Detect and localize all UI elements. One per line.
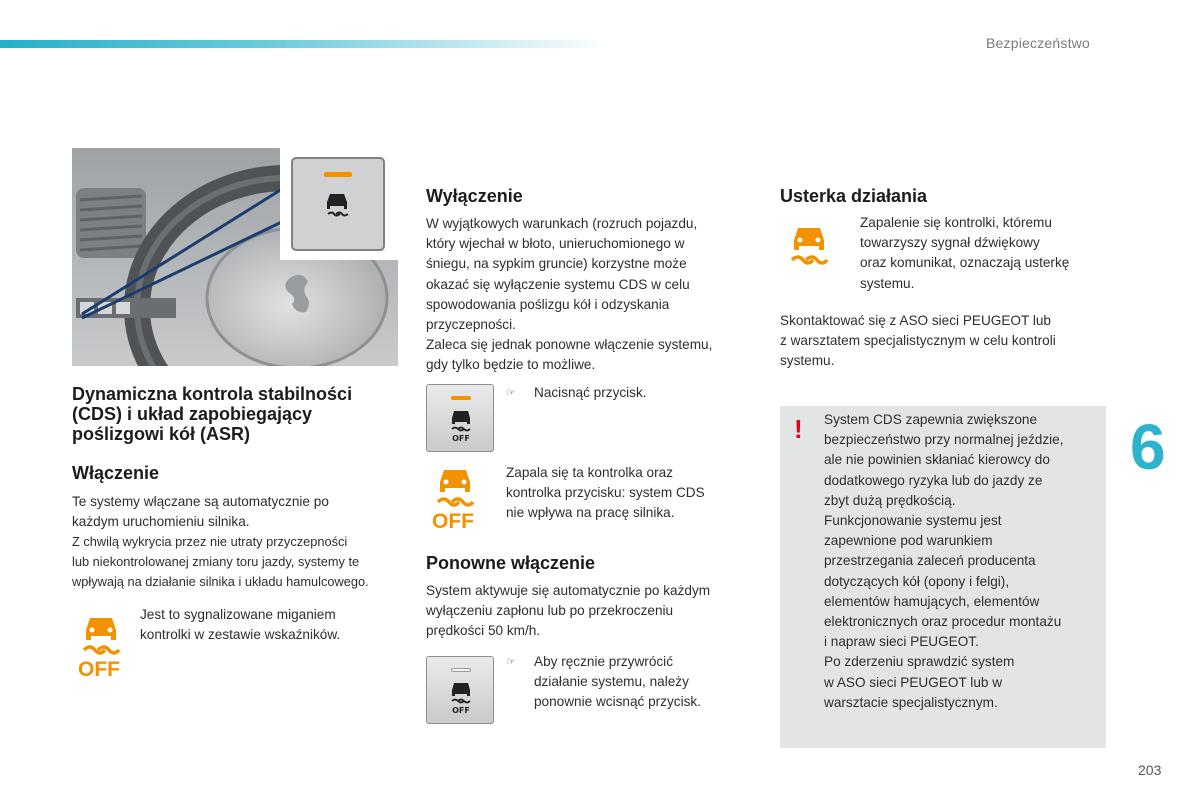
text-line: wyłączeniu zapłonu lub po przekroczeniu — [426, 603, 674, 619]
cds-button-unlit-icon — [426, 656, 494, 724]
text-line: Zapala się ta kontrolka oraz — [506, 465, 673, 480]
cds-fault-warning-icon — [786, 222, 832, 268]
text-line: i napraw sieci PEUGEOT. — [824, 634, 979, 650]
cds-off-warning-icon — [432, 464, 478, 534]
wylaczenie-step — [506, 383, 766, 403]
header-accent-bar — [0, 40, 610, 48]
ponowne-step — [506, 652, 766, 714]
text-line: dodatkowego ryzyka lub do jazdy ze — [824, 472, 1043, 488]
text-line: System aktywuje się automatycznie po każdym — [426, 583, 711, 598]
off-label: OFF — [78, 658, 120, 681]
text-line: systemu. — [860, 275, 915, 291]
cds-off-warning-icon — [78, 612, 124, 682]
ponowne-title: Ponowne włączenie — [426, 553, 596, 573]
text-line: systemu. — [780, 353, 835, 369]
main-heading: Dynamiczna kontrola stabilności (CDS) i układ zapobiegający poślizgowi kół (ASR) — [72, 384, 353, 444]
warning-text — [824, 410, 1100, 713]
hand-pointer-icon: ☞ — [506, 656, 516, 668]
text-line: dotyczących kół (opony i felgi), — [824, 573, 1010, 589]
section-title: Bezpieczeństwo — [986, 35, 1090, 51]
usterka-title: Usterka działania — [780, 186, 928, 206]
text-line: Po zderzeniu sprawdzić system — [824, 654, 1015, 670]
text-line: każdym uruchomieniu silnika. — [72, 514, 250, 530]
text-line: przestrzegania zaleceń producenta — [824, 553, 1036, 569]
text-line: kontrolki w zestawie wskaźników. — [140, 627, 341, 643]
text-line: W wyjątkowych warunkach (rozruch pojazdu, — [426, 216, 698, 231]
wlaczenie-title: Włączenie — [72, 463, 160, 483]
text-line: elementów hamujących, elementów — [824, 593, 1040, 609]
off-label: OFF — [432, 510, 474, 533]
text-line: oraz komunikat, oznaczają usterkę — [860, 255, 1070, 271]
step-text — [534, 652, 701, 712]
wylaczenie-paragraph — [426, 214, 766, 376]
text-line: zapewnione pod warunkiem — [824, 533, 993, 549]
text-line: System CDS zapewnia zwiększone — [824, 412, 1038, 427]
usterka-paragraph — [780, 311, 1110, 372]
usterka-indicator-text — [860, 213, 1110, 294]
led-indicator — [451, 668, 471, 672]
text-line: warsztacie specjalistycznym. — [824, 694, 998, 710]
text-line: okazać się wyłączenie systemu CDS w celu — [426, 276, 690, 292]
text-line: lub niekontrolowanej zmiany toru jazdy, systemy te — [72, 554, 360, 570]
text-line: Zaleca się jednak ponowne włączenie systemu, — [426, 337, 713, 353]
text-line: Jest to sygnalizowane miganiem — [140, 607, 336, 622]
wlaczenie-paragraph-2 — [72, 532, 412, 593]
text-line: gdy tylko będzie to możliwe. — [426, 357, 596, 373]
wlaczenie-indicator-text — [140, 605, 400, 645]
text-line: ponownie wcisnąć przycisk. — [534, 694, 701, 709]
wylaczenie-result-text — [506, 463, 766, 524]
text-line: Zapalenie się kontrolki, któremu — [860, 215, 1052, 230]
step-text: Nacisnąć przycisk. — [534, 385, 647, 400]
text-line: działanie systemu, należy — [534, 674, 689, 689]
wylaczenie-title: Wyłączenie — [426, 186, 523, 206]
text-line: towarzyszy sygnał dźwiękowy — [860, 235, 1040, 251]
exclamation-icon: ! — [794, 414, 803, 444]
text-line: elektronicznych oraz procedur montażu — [824, 614, 1062, 630]
text-line: kontrolka przycisku: system CDS — [506, 485, 705, 501]
text-line: śniegu, na sypkim gruncie) korzystne może — [426, 256, 687, 272]
text-line: Funkcjonowanie systemu jest — [824, 513, 1002, 529]
text-line: zbyt dużą prędkością. — [824, 492, 956, 508]
text-line: bezpieczeństwo przy normalnej jeździe, — [824, 432, 1064, 448]
text-line: z warsztatem specjalistycznym w celu kontroli — [780, 333, 1056, 349]
text-line: ale nie powinien skłaniać kierowcy do — [824, 452, 1050, 468]
off-label: OFF — [452, 706, 470, 715]
text-line: Te systemy włączane są automatycznie po — [72, 494, 329, 509]
text-line: Aby ręcznie przywrócić — [534, 654, 673, 669]
text-line: wpływają na działanie silnika i układu hamulcowego. — [72, 574, 369, 590]
hand-pointer-icon: ☞ — [506, 387, 516, 399]
text-line: prędkości 50 km/h. — [426, 623, 541, 639]
led-indicator — [451, 396, 471, 400]
dashboard-photo — [72, 148, 398, 366]
text-line: spowodowania poślizgu kół i odzyskania — [426, 296, 670, 312]
ponowne-paragraph — [426, 581, 766, 642]
page-number: 203 — [1138, 762, 1162, 778]
text-line: Skontaktować się z ASO sieci PEUGEOT lub — [780, 313, 1051, 328]
text-line: który wjechał w błoto, unieruchomionego w — [426, 236, 685, 252]
cds-button-lit-icon — [426, 384, 494, 452]
wlaczenie-paragraph-1 — [72, 492, 402, 532]
text-line: Z chwilą wykrycia przez nie utraty przyczepności — [72, 534, 348, 549]
chapter-number: 6 — [1130, 411, 1166, 483]
off-label: OFF — [452, 434, 470, 443]
text-line: w ASO sieci PEUGEOT lub w — [824, 674, 1003, 690]
text-line: nie wpływa na pracę silnika. — [506, 505, 675, 521]
text-line: przyczepności. — [426, 317, 516, 333]
